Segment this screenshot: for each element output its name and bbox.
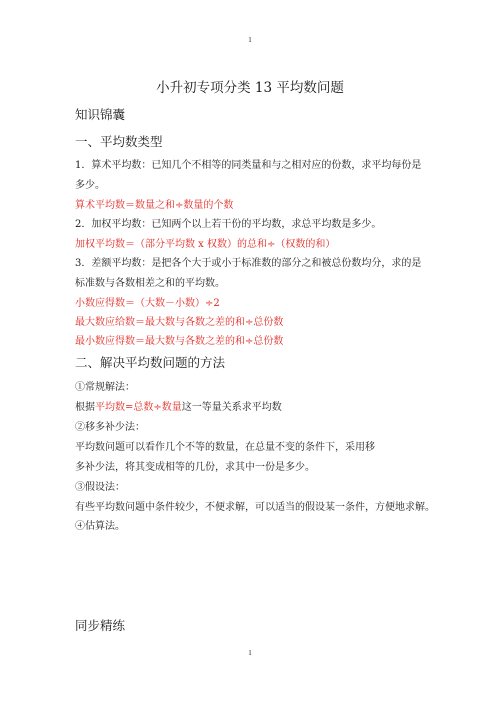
formula-max-give: 最大数应给数＝最大数与各数之差的和÷总份数 [75,317,284,328]
method-assume-line1: 有些平均数问题中条件较少，不便求解，可以适当的假设某一条件，方便地求解。 [75,502,435,513]
item-difference-mean-line2: 标准数与各数相差之和的平均数。 [75,278,225,289]
item-arithmetic-mean-line1: 1．算术平均数：已知几个不相等的同类量和与之相对应的份数，求平均每份是 [75,160,422,171]
method-shift-title: ②移多补少法： [75,422,145,433]
method-regular-title: ①常规解法： [75,382,135,393]
method-estimate-title: ④估算法。 [75,521,125,532]
section-knowledge-heading: 知识锦囊 [75,107,126,122]
item-weighted-mean: 2．加权平均数：已知两个以上若干份的平均数，求总平均数是多少。 [75,219,382,230]
method-regular-prefix: 根据 [75,402,95,413]
formula-arithmetic-mean: 算术平均数＝数量之和÷数量的个数 [75,200,234,211]
page-number-top: 1 [248,36,252,44]
formula-weighted-mean: 加权平均数＝（部分平均数 x 权数）的总和÷（权数的和） [75,239,336,250]
formula-small-number: 小数应得数＝（大数－小数）÷2 [75,298,220,309]
method-assume-title: ③假设法： [75,482,125,493]
section-practice-heading: 同步精练 [75,618,126,633]
item-arithmetic-mean-line2: 多少。 [75,180,105,191]
formula-min-get: 最小数应得数＝最大数与各数之差的和÷总份数 [75,336,284,347]
method-regular-suffix: 这一等量关系求平均数 [181,402,282,413]
heading-solving-methods: 二、解决平均数问题的方法 [75,355,226,370]
method-regular-text [75,398,282,413]
item-difference-mean-line1: 3．差额平均数：是把各个大于或小于标准数的部分之和被总份数均分，求的是 [75,258,422,269]
page-title: 小升初专项分类 13 平均数问题 [156,80,344,96]
method-shift-line1: 平均数问题可以看作几个不等的数量，在总量不变的条件下，采用移 [75,442,375,453]
page-number-bottom: 1 [248,649,252,657]
heading-average-types: 一、平均数类型 [75,134,163,149]
method-regular-formula: 平均数=总数÷数量 [95,402,182,413]
method-shift-line2: 多补少法，将其变成相等的几份，求其中一份是多少。 [75,462,315,473]
